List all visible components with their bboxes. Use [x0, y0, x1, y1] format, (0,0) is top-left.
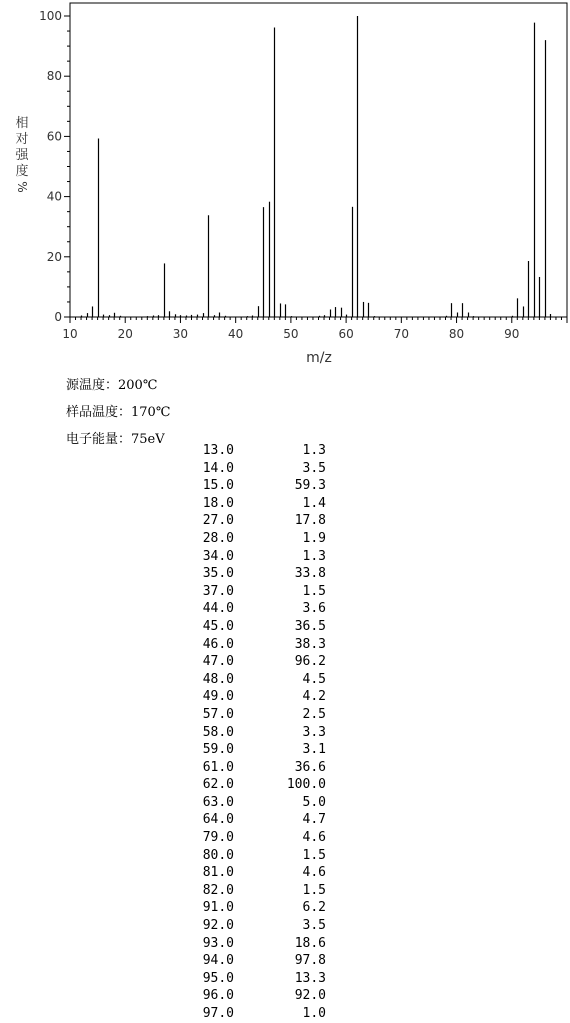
- table-row: [190, 759, 326, 777]
- y-tick-label: 40: [46, 189, 62, 204]
- table-row: [190, 847, 326, 865]
- intensity-cell: 36.5: [294, 618, 326, 634]
- intensity-cell: 92.0: [294, 988, 326, 1004]
- mz-cell: 79.0: [202, 830, 234, 846]
- table-row: [190, 565, 326, 583]
- intensity-cell: 100.0: [286, 777, 326, 793]
- table-row: [190, 688, 326, 706]
- intensity-cell: 1.9: [302, 530, 326, 546]
- table-row: [190, 917, 326, 935]
- intensity-cell: 4.6: [302, 865, 326, 881]
- intensity-cell: 1.3: [302, 443, 326, 458]
- table-row: [190, 477, 326, 495]
- mz-cell: 63.0: [202, 794, 234, 810]
- y-axis-title: [15, 115, 29, 193]
- peaks-series: [82, 16, 551, 317]
- mz-cell: 82.0: [202, 882, 234, 898]
- mz-cell: 64.0: [202, 812, 234, 828]
- table-row: [190, 882, 326, 900]
- table-row: [190, 829, 326, 847]
- intensity-cell: 3.3: [302, 724, 326, 740]
- table-row: [190, 724, 326, 742]
- intensity-cell: 36.6: [294, 759, 326, 775]
- mz-cell: 94.0: [202, 953, 234, 969]
- intensity-cell: 59.3: [294, 478, 326, 494]
- mz-cell: 47.0: [202, 654, 234, 670]
- plot-frame: [70, 3, 567, 317]
- intensity-cell: 97.8: [294, 953, 326, 969]
- intensity-cell: 13.3: [294, 970, 326, 986]
- intensity-cell: 3.5: [302, 918, 326, 934]
- table-row: [190, 811, 326, 829]
- mz-cell: 96.0: [202, 988, 234, 1004]
- y-axis-title-char: %: [15, 181, 29, 193]
- table-row: [190, 741, 326, 759]
- mz-cell: 34.0: [202, 548, 234, 564]
- intensity-cell: 5.0: [302, 794, 326, 810]
- mz-cell: 93.0: [202, 935, 234, 951]
- intensity-cell: 1.5: [302, 583, 326, 599]
- y-axis-title-char: 度: [15, 164, 29, 179]
- table-row: [190, 864, 326, 882]
- x-axis-title: m/z: [306, 350, 332, 366]
- table-row: [190, 671, 326, 689]
- x-tick-label: 50: [283, 327, 299, 341]
- x-tick-label: 10: [62, 327, 78, 341]
- intensity-cell: 3.6: [302, 601, 326, 617]
- table-row: [190, 460, 326, 478]
- table-row: [190, 1005, 326, 1023]
- y-axis-title-char: 相: [15, 116, 29, 131]
- table-row: [190, 987, 326, 1005]
- electron-energy: 电子能量：75eV: [66, 432, 165, 447]
- table-row: [190, 794, 326, 812]
- x-tick-label: 60: [338, 327, 354, 341]
- table-row: [190, 495, 326, 513]
- intensity-cell: 4.6: [302, 830, 326, 846]
- table-row: [190, 548, 326, 566]
- intensity-cell: 4.2: [302, 689, 326, 705]
- intensity-cell: 3.1: [302, 742, 326, 758]
- mz-cell: 80.0: [202, 847, 234, 863]
- table-row: [190, 618, 326, 636]
- mz-cell: 28.0: [202, 530, 234, 546]
- table-row: [190, 653, 326, 671]
- y-tick-label: 80: [46, 69, 62, 84]
- y-tick-label: 60: [46, 129, 62, 144]
- y-tick-label: 0: [54, 310, 62, 324]
- mz-cell: 46.0: [202, 636, 234, 652]
- y-axis: [39, 9, 70, 324]
- mass-spectrum-chart: [0, 0, 570, 370]
- intensity-cell: 38.3: [294, 636, 326, 652]
- mz-cell: 44.0: [202, 601, 234, 617]
- mz-cell: 81.0: [202, 865, 234, 881]
- table-row: [190, 530, 326, 548]
- intensity-cell: 18.6: [294, 935, 326, 951]
- mz-cell: 95.0: [202, 970, 234, 986]
- intensity-cell: 4.5: [302, 671, 326, 687]
- intensity-cell: 1.4: [302, 495, 326, 511]
- mz-cell: 18.0: [202, 495, 234, 511]
- y-axis-title-char: 强: [15, 148, 29, 163]
- table-row: [190, 776, 326, 794]
- table-row: [190, 952, 326, 970]
- intensity-cell: 1.0: [302, 1006, 326, 1021]
- mz-cell: 48.0: [202, 671, 234, 687]
- mz-cell: 14.0: [202, 460, 234, 476]
- intensity-cell: 4.7: [302, 812, 326, 828]
- table-row: [190, 600, 326, 618]
- intensity-cell: 17.8: [294, 513, 326, 529]
- table-row: [190, 636, 326, 654]
- plot-border: [70, 3, 567, 317]
- table-row: [190, 706, 326, 724]
- table-row: [190, 583, 326, 601]
- intensity-cell: 1.5: [302, 882, 326, 898]
- intensity-cell: 1.3: [302, 548, 326, 564]
- sample-temperature: 样品温度：170℃: [66, 405, 171, 420]
- intensity-cell: 1.5: [302, 847, 326, 863]
- table-row: [190, 899, 326, 917]
- mz-cell: 97.0: [202, 1006, 234, 1021]
- mz-cell: 61.0: [202, 759, 234, 775]
- x-tick-label: 20: [117, 327, 133, 341]
- x-axis: [62, 317, 567, 341]
- mz-cell: 59.0: [202, 742, 234, 758]
- x-tick-label: 30: [172, 327, 189, 341]
- mz-cell: 91.0: [202, 900, 234, 916]
- mz-cell: 13.0: [202, 443, 234, 458]
- intensity-cell: 2.5: [302, 706, 326, 722]
- x-tick-label: 40: [228, 327, 244, 341]
- source-temperature: 源温度：200℃: [66, 378, 158, 393]
- intensity-cell: 96.2: [294, 654, 326, 670]
- y-tick-label: 100: [39, 9, 62, 23]
- y-axis-title-char: 对: [15, 132, 29, 147]
- intensity-cell: 6.2: [302, 900, 326, 916]
- mz-cell: 57.0: [202, 706, 234, 722]
- mz-cell: 45.0: [202, 618, 234, 634]
- table-row: [190, 970, 326, 988]
- mz-cell: 49.0: [202, 689, 234, 705]
- mz-cell: 92.0: [202, 918, 234, 934]
- mz-cell: 58.0: [202, 724, 234, 740]
- x-tick-label: 70: [393, 327, 409, 341]
- intensity-cell: 3.5: [302, 460, 326, 476]
- mz-cell: 35.0: [202, 566, 234, 582]
- y-tick-label: 20: [46, 249, 62, 264]
- mz-cell: 37.0: [202, 583, 234, 599]
- mz-cell: 62.0: [202, 777, 234, 793]
- mz-cell: 15.0: [202, 478, 234, 494]
- x-tick-label: 80: [448, 327, 465, 341]
- x-tick-label: 90: [504, 327, 520, 341]
- mz-cell: 27.0: [202, 513, 234, 529]
- intensity-cell: 33.8: [294, 566, 326, 582]
- table-row: [190, 512, 326, 530]
- table-row: [190, 442, 326, 460]
- table-row: [190, 935, 326, 953]
- peak-table: [190, 442, 326, 1023]
